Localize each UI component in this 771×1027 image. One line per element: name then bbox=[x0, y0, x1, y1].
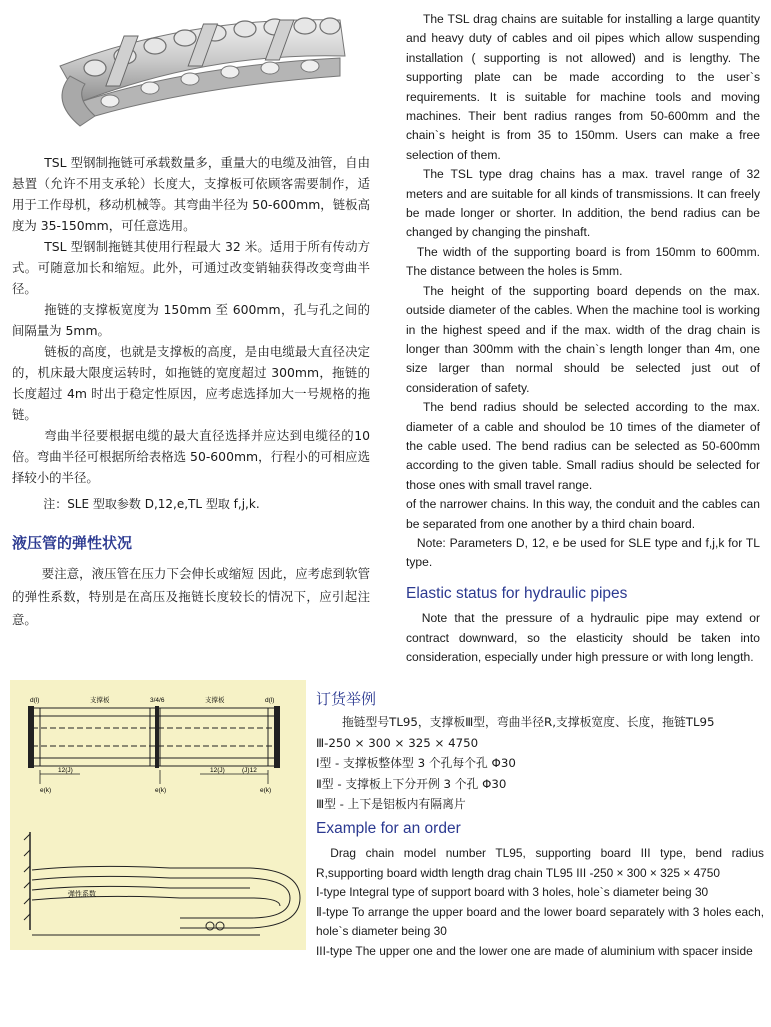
label-mid: 3/4/6 bbox=[150, 697, 165, 704]
cn-note: 注：SLE 型取参数 D,12,e,TL 型取 f,j,k. bbox=[43, 497, 260, 511]
cn-paragraph-5: 弯曲半径要根据电缆的最大直径选择并应达到电缆径的10倍。弯曲半径可根据所给表格选 50-600mm，行程小的可相应选择较小的半径。 bbox=[12, 428, 370, 485]
order-cn-title: 订货举例 bbox=[316, 690, 377, 708]
en-paragraph-2: The TSL type drag chains has a max. travel range of 32 meters and are suitable for all kinds of transmissions. It can freely be made longer or shorter. In addition, the bend radius can be changed by changing the pinshaft. bbox=[406, 167, 760, 240]
cn-paragraph-4: 链板的高度，也就是支撑板的高度，是由电缆最大直径决定的，机床最大限度运转时，如拖链的宽度超过 300mm，拖链的长度超过 4m 时出于稳定性原因，应考虑选择加大一号规格的拖链。 bbox=[12, 344, 370, 422]
label-e-k-3: e(k) bbox=[260, 787, 272, 794]
order-cn-line-3: Ⅰ型 - 支撑板整体型 3 个孔每个孔 Φ30 bbox=[316, 756, 516, 770]
en-paragraph-1: The TSL drag chains are suitable for installing a large quantity and heavy duty of cables and oil pipes which allow suspending installation ( supporting is not allowed) and is lengthy. The supporting plate can be made according to the user`s requirements. It is suitable for machine tools and moving machines. Their bent radius ranges from 50-600mm and the chain`s height is from 35 to 150mm. Users can make a free selection of them. bbox=[406, 12, 760, 162]
cn-paragraph-3: 拖链的支撑板宽度为 150mm 至 600mm，孔与孔之间的间隔量为 5mm。 bbox=[12, 302, 370, 338]
technical-drawing bbox=[10, 680, 306, 950]
en-paragraph-6: of the narrower chains. In this way, the conduit and the cables can be separated from one another by a third chain board. bbox=[406, 497, 760, 531]
label-d-right: d(l) bbox=[265, 697, 275, 704]
drag-chain-photo bbox=[40, 6, 360, 141]
en-description bbox=[406, 10, 760, 573]
label-e-k-1: e(k) bbox=[40, 787, 52, 794]
en-paragraph-4: The height of the supporting board depends on the max. outside diameter of the cables. When the machine tool is working in the highest speed and if the max. width of the drag chain is longer than 300mm with the chain`s length longer than 4m, one size larger than normal should be selected just out of consideration of safety. bbox=[406, 283, 760, 395]
order-cn-body bbox=[316, 712, 764, 815]
label-elastic: 弹性系数 bbox=[68, 891, 96, 898]
order-en-line-2: Ⅰ-type Integral type of support board with 3 holes, hole`s diameter being 30 bbox=[316, 885, 709, 900]
cn-paragraph-1: TSL 型钢制拖链可承载数量多，重量大的电缆及油管，自由悬置（允许不用支承轮）长度大，支撑板可依顾客需要制作，适用于工作母机，移动机械等。其弯曲半径为 50-600mm，链板高度为 35-150mm，可任意选用。 bbox=[12, 155, 370, 233]
order-en-title: Example for an order bbox=[316, 820, 461, 837]
drawing-svg bbox=[10, 680, 306, 950]
order-en-body bbox=[316, 844, 764, 962]
label-e-k-2: e(k) bbox=[155, 787, 167, 794]
en-paragraph-5: The bend radius should be selected according to the max. diameter of a cable and shoulod be 10 times of the diameter of the cable used. The bend radius can be selected as 50-600mm according to the given table. Small radius should be selected for those ones with small travel range. bbox=[406, 400, 760, 492]
cn-hydraulic-text: 要注意，液压管在压力下会伸长或缩短 因此，应考虑到软管的弹性系数，特别是在高压及拖链长度较长的情况下，应引起注意。 bbox=[12, 566, 370, 627]
cn-paragraph-2: TSL 型钢制拖链其使用行程最大 32 米。适用于所有传动方式。可随意加长和缩短。此外，可通过改变销轴获得改变弯曲半径。 bbox=[12, 239, 370, 296]
en-hydraulic-title: Elastic status for hydraulic pipes bbox=[406, 585, 628, 602]
label-support-b: 支撑板 bbox=[205, 697, 225, 704]
en-hydraulic-text: Note that the pressure of a hydraulic pipe may extend or contract downward, so the elasticity should be taken into consideration, especially under high pressure or with long length. bbox=[406, 611, 760, 664]
order-en-line-4: III-type The upper one and the lower one are made of aluminium with spacer inside bbox=[316, 943, 753, 958]
cn-description bbox=[12, 152, 370, 515]
label-d-left: d(l) bbox=[30, 697, 40, 704]
order-cn-line-4: Ⅱ型 - 支撑板上下分开例 3 个孔 Φ30 bbox=[316, 776, 507, 791]
order-cn-line-2: Ⅲ-250 × 300 × 325 × 4750 bbox=[316, 735, 479, 750]
order-cn-line-1: 拖链型号TL95，支撑板Ⅲ型，弯曲半径R,支撑板宽度、长度，拖链TL95 bbox=[341, 715, 715, 729]
label-support-a: 支撑板 bbox=[90, 697, 110, 704]
label-dim-j12: (J)12 bbox=[242, 767, 257, 774]
order-en-line-3: Ⅱ-type To arrange the upper board and the lower board separately with 3 holes each, hole`s diameter being 30 bbox=[316, 904, 764, 939]
cn-hydraulic-title: 液压管的弹性状况 bbox=[12, 534, 133, 552]
order-en-line-1: Drag chain model number TL95, supporting board III type, bend radius R,supporting board width length drag chain TL95 III -250 × 300 × 325 × 4750 bbox=[316, 846, 764, 880]
order-cn-line-5: Ⅲ型 - 上下是铝板内有隔离片 bbox=[316, 797, 466, 811]
label-dim-12j: 12(J) bbox=[58, 767, 73, 774]
en-note: Note: Parameters D, 12, e be used for SLE type and f,j,k for TL type. bbox=[406, 535, 760, 570]
label-dim-12j-b: 12(J) bbox=[210, 767, 225, 774]
en-paragraph-3: The width of the supporting board is from 150mm to 600mm. The distance between the holes is 5mm. bbox=[406, 244, 760, 279]
